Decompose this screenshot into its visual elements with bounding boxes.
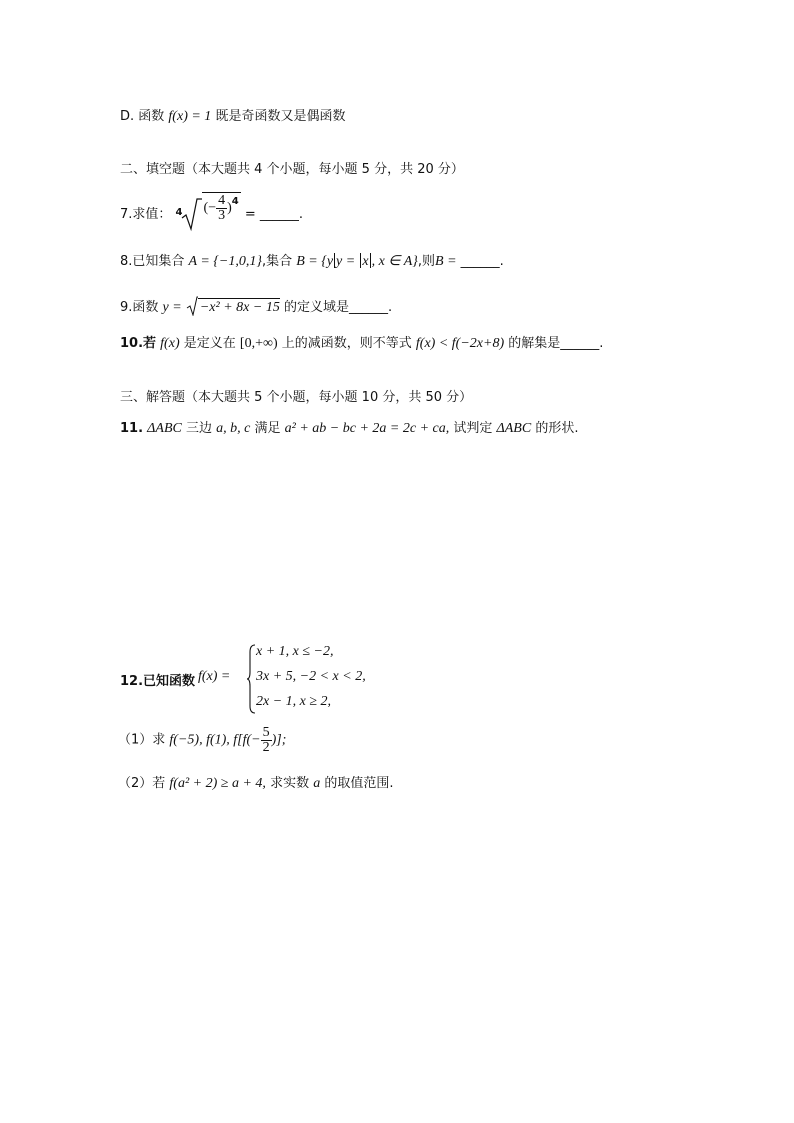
q8-blank: ______. — [460, 254, 504, 269]
question-10 — [120, 335, 603, 353]
section-3-title: 三、解答题（本大题共 5 个小题，每小题 10 分，共 50 分） — [120, 390, 473, 405]
q9-suffix: 的定义域是______. — [283, 300, 393, 315]
option-d-formula: f(x) = 1 — [168, 109, 212, 124]
section-2-title: 二、填空题（本大题共 4 个小题，每小题 5 分，共 20 分） — [120, 162, 464, 177]
q10-text3: 的解集是______. — [508, 336, 604, 351]
q7-label: 7.求值： — [120, 207, 172, 222]
question-9 — [120, 296, 392, 317]
option-d-suffix: 既是奇函数又是偶函数 — [215, 109, 346, 124]
q8-set-a: A = {−1,0,1} — [188, 254, 262, 269]
q8-set-b: B = {y — [296, 254, 334, 269]
q7-power: 4 — [231, 195, 239, 207]
q12-part2-formula: f(a² + 2) ≥ a + 4, — [169, 776, 266, 791]
q12-part1-formula-b: )]; — [271, 732, 287, 748]
q8-label: 8.已知集合 — [120, 254, 185, 269]
q12-part1-denominator: 2 — [262, 740, 270, 755]
q11-equation: a² + ab − bc + 2a = 2c + ca, — [284, 421, 450, 436]
q12-part-2 — [118, 775, 394, 793]
q12-label: 12.已知函数 — [120, 674, 196, 689]
q8-set-b3: x — [362, 254, 369, 269]
q9-radical-sign — [186, 296, 198, 316]
q12-part-1 — [118, 726, 286, 760]
q12-part2-var: a — [313, 776, 321, 791]
q12-part1-label: （1）求 — [118, 732, 166, 748]
q8-b-eq: B = — [435, 254, 457, 269]
q12-part1-formula-a: f(−5), f(1), f[f(− — [169, 732, 261, 748]
question-11 — [120, 420, 578, 438]
q12-case-3: 2x − 1, x ≥ 2, — [256, 694, 332, 709]
q7-numerator: 4 — [218, 192, 226, 208]
q10-label: 10.若 — [120, 336, 157, 351]
q12-part2-text: 求实数 — [270, 776, 310, 791]
q9-label: 9.函数 — [120, 300, 159, 315]
q12-part2-suffix: 的取值范围. — [324, 776, 394, 791]
q12-case-2: 3x + 5, −2 < x < 2, — [256, 669, 366, 684]
q10-text2: 上的减函数，则不等式 — [281, 336, 412, 351]
q7-root-index: 4 — [175, 207, 183, 218]
q8-mid: ,集合 — [261, 254, 293, 269]
q9-y-eq: y = — [162, 300, 182, 315]
q12-case-1: x + 1, x ≤ −2, — [256, 644, 334, 659]
q9-radicand: −x² + 8x − 15 — [199, 300, 280, 315]
q11-sides: a, b, c — [216, 421, 251, 436]
q12-part2-label: （2）若 — [118, 776, 166, 791]
q11-text1: 三边 — [185, 421, 212, 436]
q11-triangle: ΔABC — [147, 421, 182, 436]
option-d — [120, 108, 345, 126]
q11-triangle-2: ΔABC — [496, 421, 532, 436]
q12-fx: f(x) = — [198, 669, 231, 684]
q12-brace — [246, 644, 256, 714]
q10-inequality: f(x) < f(−2x+8) — [415, 336, 505, 351]
q11-text3: 试判定 — [453, 421, 493, 436]
q8-then: ,则 — [417, 254, 436, 269]
option-d-prefix: D. 函数 — [120, 109, 165, 124]
question-8 — [120, 253, 504, 271]
q8-set-b4: , x ∈ A} — [371, 254, 418, 269]
q10-fx: f(x) — [160, 336, 180, 351]
q7-suffix: = ______. — [244, 207, 304, 222]
q7-radical-sign — [180, 198, 202, 232]
q11-label: 11. — [120, 421, 144, 436]
q11-text2: 满足 — [254, 421, 281, 436]
q10-text1: 是定义在 — [183, 336, 236, 351]
q11-text4: 的形状. — [535, 421, 579, 436]
q10-interval: [0,+∞) — [239, 336, 278, 351]
q8-set-b2: y = — [336, 254, 356, 269]
question-7: 7.求值： 4 (− $\frac{4}{3}$ )$^4$ = ______. — [120, 198, 303, 232]
q12-part1-numerator: 5 — [262, 725, 270, 740]
q7-denominator: 3 — [218, 207, 226, 223]
